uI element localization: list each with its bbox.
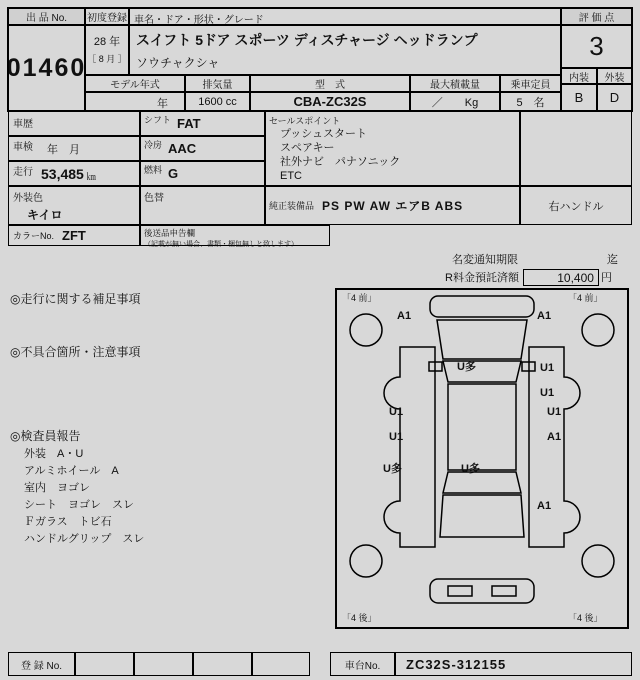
displacement-header: 排気量 [185, 75, 250, 92]
sales-point-item: スペアキー [280, 142, 335, 154]
shift-cell [140, 111, 265, 136]
rear-bumper-detail-left [448, 586, 472, 596]
equipment-label: 純正装備品 [269, 201, 315, 211]
later-items-cell [140, 225, 330, 246]
inspection-value: 年 月 [47, 143, 80, 156]
ac-value: AAC [168, 141, 197, 156]
sales-point-item: 社外ナビ パナソニック [280, 156, 401, 168]
defects-title: ◎不具合箇所・注意事項 [10, 345, 141, 359]
exterior-color-value: キイロ [27, 208, 63, 222]
car-name-cell [129, 25, 561, 75]
registration-no-label: 登 録 No. [8, 652, 75, 676]
sales-point-item: ETC [280, 170, 302, 182]
displacement-value: 1600 cc [185, 92, 250, 111]
inspector-line: Ｆガラス トビ石 [24, 516, 112, 528]
tire-front-right [582, 314, 614, 346]
sales-point-label: セールスポイント [269, 116, 341, 126]
ac-label: 冷房 [144, 140, 163, 150]
color-no-value: ZFT [62, 228, 86, 243]
damage-mark: U多 [461, 463, 480, 475]
score-header: 評 価 点 [561, 8, 632, 25]
color-no-label: カラーNo. [13, 231, 55, 241]
front-bumper [430, 296, 534, 317]
shift-label: シフト [144, 115, 172, 125]
inspector-line: 室内 ヨゴレ [24, 482, 90, 494]
exterior-grade: D [597, 84, 632, 111]
rear-glass [443, 472, 521, 493]
equipment-cell [265, 186, 520, 225]
right-side-panel [529, 347, 580, 547]
inspector-line: アルミホイール A [24, 465, 119, 477]
car-name-sub: ソウチャクシャ [136, 56, 220, 70]
model-code-header: 型 式 [250, 75, 410, 92]
left-side-panel [384, 347, 435, 547]
damage-mark: U1 [389, 406, 404, 418]
rear-bumper [430, 579, 534, 603]
shift-value: FAT [177, 116, 201, 131]
damage-mark: U1 [389, 431, 404, 443]
chassis-no-value: ZC32S-312155 [395, 652, 632, 676]
damage-mark: A1 [397, 310, 412, 322]
tire-rear-left [350, 545, 382, 577]
first-registration-month: ［ 8 月 ］ [87, 54, 127, 64]
fuel-cell [140, 161, 265, 186]
later-items-note: （記載が無い場合、書類・梱包無しと致します） [144, 241, 298, 248]
inspection-label: 車検 [13, 142, 33, 153]
color-change-cell: 色替 [140, 186, 265, 225]
inspector-report-lines [24, 446, 144, 548]
model-year-value: 年 [85, 92, 185, 111]
mileage-unit: ㎞ [86, 172, 96, 182]
damage-mark: U1 [540, 387, 555, 399]
steering-position: 右ハンドル [520, 186, 632, 225]
name-change-row [452, 251, 632, 267]
model-year-header: モデル年式 [85, 75, 185, 92]
recycle-fee-amount: 10,400 [523, 269, 599, 286]
tire-depth-label: 「4 後」 [342, 613, 377, 623]
damage-mark: A1 [537, 310, 552, 322]
payload-value: ／ Kg [410, 92, 500, 111]
hood [437, 320, 527, 359]
fuel-label: 燃料 [144, 165, 163, 175]
car-name: スイフト 5ドア スポーツ ディスチャージ ヘッドランプ [136, 32, 478, 48]
first-registration-value [85, 25, 129, 75]
score-value: 3 [561, 25, 632, 68]
interior-grade-header: 内装 [561, 68, 597, 84]
trunk [440, 495, 524, 537]
registration-no-cell [252, 652, 310, 676]
recycle-fee-label: R料金預託済額 [445, 272, 519, 284]
tire-depth-label: 「4 後」 [568, 613, 603, 623]
roof [448, 384, 516, 470]
mileage-label: 走行 [13, 167, 33, 178]
tire-depth-label: 「4 前」 [568, 293, 603, 303]
damage-mark: U多 [457, 361, 476, 373]
damage-mark: U1 [540, 362, 555, 374]
equipment-value: PS PW AW エアB ABS [322, 199, 464, 213]
sales-point-item: プッシュスタート [280, 128, 368, 140]
recycle-fee-unit: 円 [600, 272, 612, 284]
tire-front-left [350, 314, 382, 346]
registration-no-cell [134, 652, 193, 676]
capacity-value: 5 名 [500, 92, 561, 111]
recycle-fee-row [445, 268, 632, 286]
history-cell: 車歴 [8, 111, 140, 136]
color-no-cell [8, 225, 140, 246]
sales-point-cell [265, 111, 520, 186]
damage-mark: U1 [547, 406, 562, 418]
mileage-note-title: ◎走行に関する補足事項 [10, 292, 141, 306]
inspector-line: 外装 A・U [24, 448, 84, 460]
payload-header: 最大積載量 [410, 75, 500, 92]
model-code-value: CBA-ZC32S [250, 92, 410, 111]
mileage-cell [8, 161, 140, 186]
inspector-line: シート ヨゴレ スレ [24, 499, 134, 511]
registration-no-cell [75, 652, 134, 676]
later-items-label: 後送品申告欄 [144, 228, 196, 238]
first-registration-header: 初度登録 [85, 8, 129, 25]
name-change-label: 名変通知期限 [452, 254, 518, 266]
fuel-value: G [168, 166, 179, 181]
exterior-color-label: 外装色 [13, 193, 43, 204]
rear-bumper-detail-right [492, 586, 516, 596]
windshield [443, 361, 521, 382]
car-outline-drawing [337, 290, 627, 627]
capacity-header: 乗車定員 [500, 75, 561, 92]
inspection-cell [8, 136, 140, 161]
inspector-line: ハンドルグリップ スレ [24, 533, 145, 545]
tire-rear-right [582, 545, 614, 577]
mileage-value: 53,485 [41, 165, 84, 182]
interior-grade: B [561, 84, 597, 111]
damage-mark: A1 [547, 431, 562, 443]
damage-mark: U多 [383, 463, 402, 475]
registration-no-cell [193, 652, 252, 676]
name-change-suffix: 迄 [607, 254, 618, 266]
exterior-color-cell [8, 186, 140, 225]
first-registration-year: 28 年 [93, 36, 121, 48]
chassis-no-label: 車台No. [330, 652, 395, 676]
ac-cell [140, 136, 265, 161]
tire-depth-label: 「4 前」 [342, 293, 377, 303]
car-name-header: 車名・ドア・形状・グレード [129, 8, 561, 25]
exterior-grade-header: 外装 [597, 68, 632, 84]
lot-no-header: 出 品 No. [8, 8, 85, 25]
lot-no-value: 01460 [8, 25, 85, 111]
car-damage-diagram [335, 288, 629, 629]
spec-empty-cell [520, 111, 632, 186]
damage-mark: A1 [537, 500, 552, 512]
inspector-report-title: ◎検査員報告 [10, 429, 81, 443]
